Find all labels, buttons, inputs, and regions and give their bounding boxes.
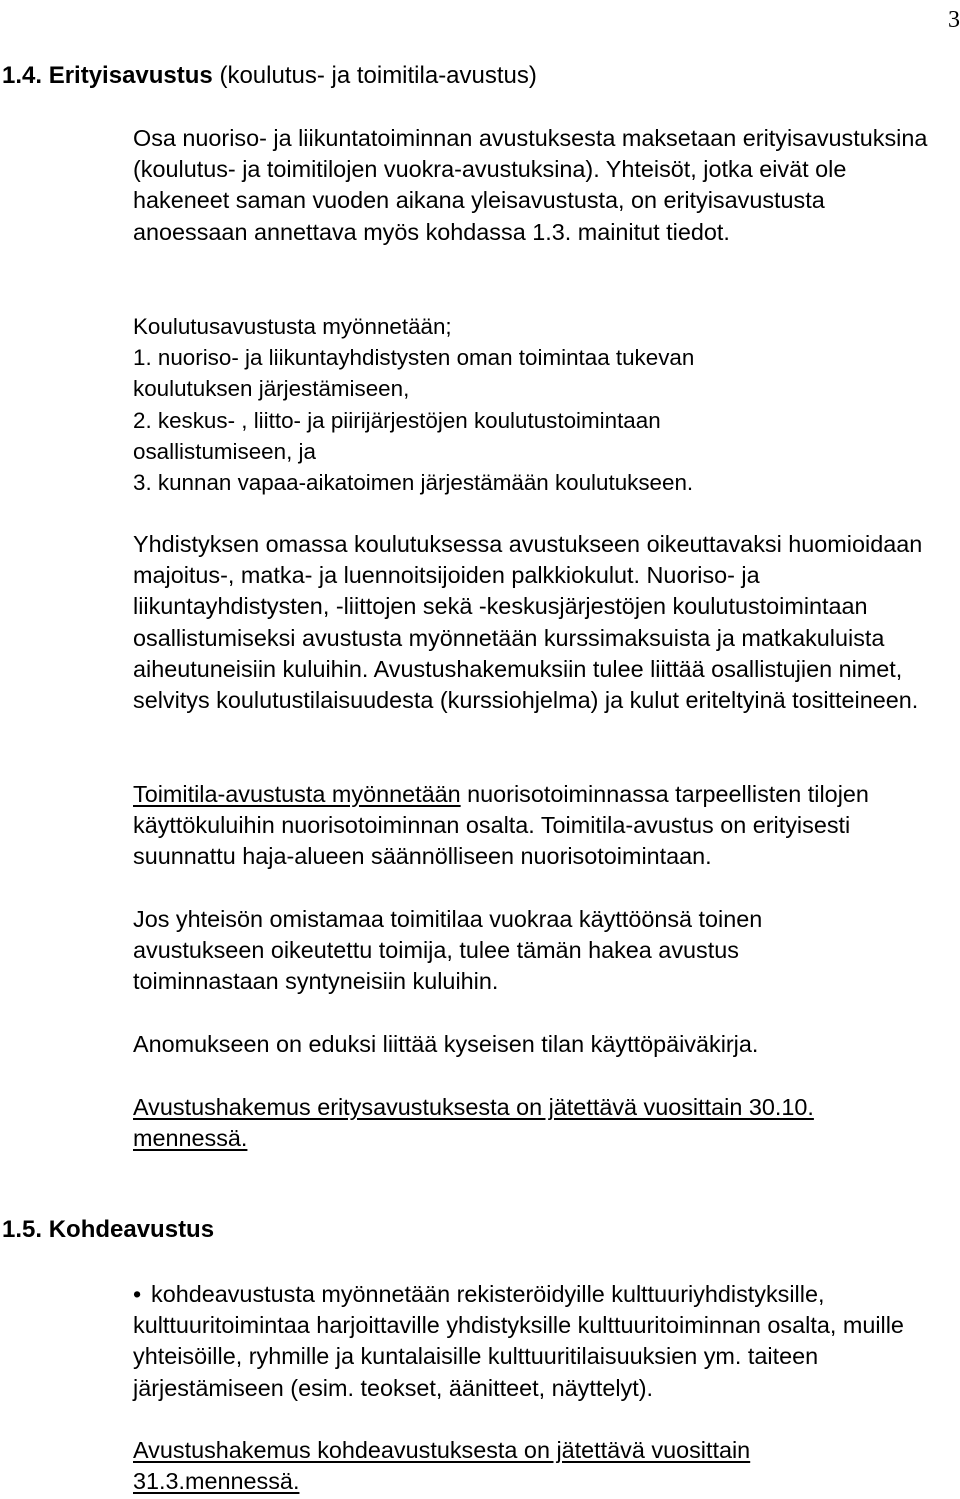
premises-grant-text: nuorisotoiminnassa tarpeellisten tilojen käyttökuluihin nuorisotoiminnan osalta. Toimitila-avustus on erityisesti suunnattu haja-alueen säännölliseen nuorisotoimintaan. (133, 781, 869, 870)
section-number: 1.5. (2, 1216, 43, 1243)
section-title: Kohdeavustus (48, 1216, 215, 1243)
section-title: Erityisavustus (48, 62, 213, 89)
intro-paragraph: Osa nuoriso- ja liikuntatoiminnan avustuksesta maksetaan erityisavustuksina (koulutus- ja toimitilojen vuokra-avustuksina). Yhteisöt, jotka eivät ole hakeneet saman vuoden aikana yleisavustusta, on erityisavustusta anoessaan annettava myös kohdassa 1.3. mainitut tiedot. (133, 125, 928, 245)
premises-grant-term: Toimitila-avustusta myönnetään (133, 781, 461, 807)
section-heading-1-5 (2, 1216, 214, 1244)
bullet-icon: • (133, 1281, 142, 1307)
premises-grant-paragraph (133, 779, 933, 873)
section-heading-1-4 (2, 62, 537, 90)
page-number: 3 (948, 7, 960, 33)
bullet-text: kohdeavustusta myönnetään rekisteröidyille kulttuuriyhdistyksille, kulttuuritoimintaa harjoittaville yhdistyksille kulttuuritoiminnan osalta, muille yhteisöille, ryhmille ja kuntalaisille kulttuuritilaisuuksien ym. taiteen järjestämiseen (esim. teokset, äänitteet, näyttelyt). (133, 1281, 904, 1401)
list-item: 1. nuoriso- ja liikuntayhdistysten oman toimintaa tukevan koulutuksen järjestämiseen, (133, 345, 695, 402)
list-heading: Koulutusavustusta myönnetään; (133, 314, 452, 339)
list-item: 2. keskus- , liitto- ja piirijärjestöjen koulutustoimintaan osallistumiseen, ja (133, 407, 661, 464)
rental-paragraph: Jos yhteisön omistamaa toimitilaa vuokraa käyttöönsä toinen avustukseen oikeutettu toimija, tulee tämän hakea avustus toiminnastaan syntyneisiin kuluihin. (133, 906, 763, 995)
target-grant-bullet (133, 1279, 955, 1404)
section-number: 1.4. (2, 62, 43, 89)
special-grant-deadline: Avustushakemus eritysavustuksesta on jätettävä vuosittain 30.10. mennessä. (133, 1094, 814, 1152)
training-expenses-paragraph: Yhdistyksen omassa koulutuksessa avustukseen oikeuttavaksi huomioidaan majoitus-, matka- ja luennoitsijoiden palkkiokulut. Nuoriso- ja liikuntayhdistysten, -liittojen sekä -keskusjärjestöjen koulutustoimintaan osallistumiseksi avustusta myönnetään kurssimaksuista ja matkakuluista aiheutuneisiin kuluihin. Avustushakemuksiin tulee liittää osallistujien nimet, selvitys koulutustilaisuudesta (kurssiohjelma) ja kulut eriteltyinä tositteineen. (133, 531, 923, 714)
section-subtitle: (koulutus- ja toimitila-avustus) (212, 62, 537, 89)
target-grant-deadline: Avustushakemus kohdeavustuksesta on jätettävä vuosittain 31.3.mennessä. (133, 1437, 751, 1495)
logbook-paragraph: Anomukseen on eduksi liittää kyseisen tilan käyttöpäiväkirja. (133, 1031, 759, 1057)
list-item: 3. kunnan vapaa-aikatoimen järjestämään koulutukseen. (133, 470, 694, 496)
training-grant-list (133, 311, 793, 498)
